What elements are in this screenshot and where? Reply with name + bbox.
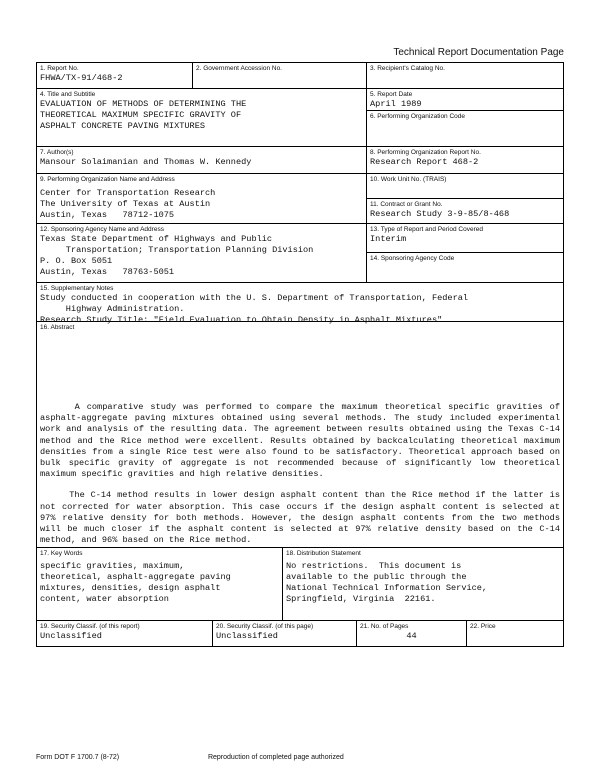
perf-org-code-label: 6. Performing Organization Code [370,113,466,120]
authors-label: 7. Author(s) [40,149,74,156]
page-title: Technical Report Documentation Page [393,47,564,58]
abstract-paragraph-1: A comparative study was performed to compare the maximum theoretical specific gravities of asphalt-aggregate paving mixtures obtained using several methods. The study included experimental work and analysis of the resulting data. The agreement between results obtained using the Texas C-14 method and the Rice method were excellent. Results obtained by backcalculating theoretical maximum densities from a single Rice test were also found to be satisfactory. Theoretical approach based on bulk specific gravity of aggregate is not recommended because of significantly low theoretical maximum specific gravities and high relative densities. [40,402,566,480]
sponsor-name-cell [37,224,367,282]
form-row-9 [36,620,564,647]
distribution-value: No restrictions. This document is available to the public through the National Technical Information Service, Springfield, Virginia 22161. [286,561,488,604]
title-cell [37,89,367,146]
perf-org-name-value: Center for Transportation Research The University of Texas at Austin Austin, Texas 78712-1075 [40,188,216,220]
form-footer [36,754,564,761]
catalog-no-cell [367,63,563,88]
distribution-label: 18. Distribution Statement [286,550,361,557]
num-pages-cell [357,621,467,646]
report-type-value: Interim [370,234,407,244]
key-words-value: specific gravities, maximum, theoretical, asphalt-aggregate paving mixtures, densities, design asphalt content, water absorption [40,561,231,604]
security-report-value: Unclassified [40,631,102,641]
price-cell [467,621,563,646]
supplementary-cell [37,283,563,325]
contract-grant-value: Research Study 3-9-85/8-468 [370,209,510,219]
authors-cell [37,147,367,173]
key-words-cell [37,548,283,620]
perf-org-report-label: 8. Performing Organization Report No. [370,149,481,156]
security-report-cell [37,621,213,646]
report-no-cell [37,63,193,88]
contract-grant-subcell [367,198,563,222]
num-pages-label: 21. No. of Pages [360,623,409,630]
work-unit-label: 10. Work Unit No. (TRAIS) [370,176,447,183]
perf-org-name-cell [37,174,367,223]
perf-org-report-value: Research Report 468-2 [370,157,479,167]
sponsor-code-subcell [367,252,563,279]
perf-org-name-label: 9. Performing Organization Name and Address [40,176,175,183]
report-documentation-form [36,62,564,647]
security-page-cell [213,621,357,646]
abstract-cell [37,322,566,547]
report-no-label: 1. Report No. [40,65,79,72]
num-pages-value: 44 [406,631,417,641]
sponsor-code-label: 14. Sponsoring Agency Code [370,255,455,262]
work-contract-cell [367,174,563,223]
gov-accession-cell [193,63,367,88]
sponsor-name-value: Texas State Department of Highways and Public Transportation; Transportation Planning Division P. O. Box 5051 Austin, Texas 78763-5051 [40,234,314,277]
contract-grant-label: 11. Contract or Grant No. [370,201,443,208]
form-row-2 [36,88,564,146]
report-type-label: 13. Type of Report and Period Covered [370,226,483,233]
abstract-paragraph-2: The C-14 method results in lower design asphalt content than the Rice method if the latter is not corrected for water absorption. This case occurs if the design asphalt content is selected at 97% relative density for both methods. However, the design asphalt contents from the two methods will be much closer if the asphalt content is selected at 97% relative density based on the C-14 method, and 96% based on the Rice method. [40,490,566,546]
perf-org-report-cell [367,147,563,173]
form-number: Form DOT F 1700.7 (8-72) [36,754,120,761]
security-page-label: 20. Security Classif. (of this page) [216,623,314,630]
title-value: EVALUATION OF METHODS OF DETERMINING THE THEORETICAL MAXIMUM SPECIFIC GRAVITY OF ASPHALT CONCRETE PAVING MIXTURES [40,99,247,131]
reproduction-note: Reproduction of completed page authorized [207,754,344,761]
supplementary-label: 15. Supplementary Notes [40,285,114,292]
form-row-5 [36,223,564,282]
form-row-3 [36,146,564,173]
perf-org-code-subcell [367,110,563,145]
catalog-no-label: 3. Recipient's Catalog No. [370,65,445,72]
key-words-label: 17. Key Words [40,550,83,557]
distribution-cell [283,548,563,620]
report-date-value: April 1989 [370,99,422,109]
security-report-label: 19. Security Classif. (of this report) [40,623,140,630]
form-row-4 [36,173,564,223]
form-row-1 [36,62,564,88]
sponsor-name-label: 12. Sponsoring Agency Name and Address [40,226,164,233]
title-label: 4. Title and Subtitle [40,91,96,98]
security-page-value: Unclassified [216,631,278,641]
type-sponsor-code-cell [367,224,563,282]
date-org-cell [367,89,563,146]
supplementary-value: Study conducted in cooperation with the U. S. Department of Transportation, Federal Highway Administration. Research Study Title: "Field Evaluation to Obtain Density in Asphalt Mixtures" [40,293,469,325]
authors-value: Mansour Solaimanian and Thomas W. Kennedy [40,157,252,167]
form-row-8 [36,547,564,620]
abstract-label: 16. Abstract [40,324,75,331]
price-label: 22. Price [470,623,496,630]
report-no-value: FHWA/TX-91/468-2 [40,73,123,83]
gov-accession-label: 2. Government Accession No. [196,65,282,72]
form-row-7 [36,321,564,547]
report-date-label: 5. Report Date [370,91,413,98]
form-row-6 [36,282,564,325]
